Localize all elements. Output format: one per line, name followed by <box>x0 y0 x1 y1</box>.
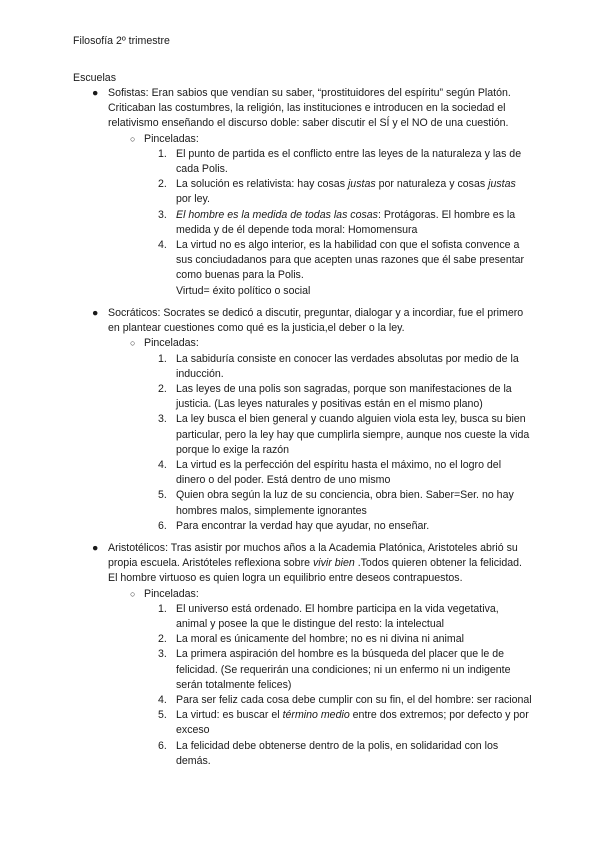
sub-label: Pinceladas: <box>144 587 199 600</box>
list-item: 6. Para encontrar la verdad hay que ayudar, no enseñar. <box>158 519 430 532</box>
list-item: 1. La sabiduría consiste en conocer las verdades absolutas por medio de la inducción. <box>158 352 519 380</box>
document-title: Filosofía 2º trimestre <box>73 35 170 47</box>
sub-label: Pinceladas: <box>144 132 199 145</box>
socraticos-section <box>92 306 532 534</box>
list-item: 2. La moral es únicamente del hombre; no es ni divina ni animal <box>158 633 464 646</box>
list-item: 6. La felicidad debe obtenerse dentro de la polis, en solidaridad con los demás. <box>158 739 499 767</box>
list-item: 4. Para ser feliz cada cosa debe cumplir con su fin, el del hombre: ser racional <box>158 694 532 707</box>
socraticos-intro: Socráticos: Socrates se dedicó a discutir, preguntar, dialogar y a incordiar, fue el primero en plantear cuestiones como qué es la justicia,el deber o la ley. <box>108 307 524 335</box>
sofistas-section <box>92 86 532 299</box>
socraticos-pinceladas <box>114 336 532 351</box>
virtud-note: Virtud= éxito político o social <box>176 284 311 297</box>
list-item: 4. La virtud es la perfección del espíritu hasta el máximo, no el logro del dinero o del poder. Está dentro de uno mismo <box>158 459 502 487</box>
sub-bullet-icon: ○ <box>130 588 136 599</box>
sofistas-pinceladas <box>114 132 532 147</box>
list-item: 3. La ley busca el bien general y cuando alguien viola esta ley, busca su bien particular, pero la ley hay que cumplirla siempre, aunque nos cueste la vida porque lo exige la razón <box>158 413 530 456</box>
bullet-icon: ● <box>92 542 99 554</box>
aristotelicos-intro: Aristotélicos: Tras asistir por muchos años a la Academia Platónica, Aristoteles abrió su propia escuela. Aristóteles reflexiona sobre vivir bien .Todos quieren obtener la felicidad. El hombre virtuoso es quien logra un equilibrio entre deseos contrapuestos. <box>108 542 523 585</box>
list-item: 5. La virtud: es buscar el término medio entre dos extremos; por defecto y por exceso <box>158 709 529 737</box>
aristotelicos-points <box>158 602 532 769</box>
aristotelicos-pinceladas <box>114 587 532 602</box>
list-item: 1. El universo está ordenado. El hombre participa en la vida vegetativa, animal y posee la que le distingue del resto: la intelectual <box>158 602 499 631</box>
bullet-icon: ● <box>92 307 99 319</box>
socraticos-points <box>158 352 532 534</box>
list-item: 4. La virtud no es algo interior, es la habilidad con que el sofista convence a sus conciudadanos para que acepten unas razones que él sabe presentar como buenas para la Polis. Virtud= éxito político o social <box>158 238 532 299</box>
sofistas-points <box>158 147 532 299</box>
sofistas-intro: Sofistas: Eran sabios que vendían su saber, “prostituidores del espíritu” según Platón. Criticaban las costumbres, la religión, las instituciones e introducen en la sociedad el relativismo enseñando el discurso doble: saber discutir el SÍ y el NO de una cuestión. <box>108 87 511 130</box>
list-item: 5. Quien obra según la luz de su conciencia, obra bien. Saber=Ser. no hay hombres malos, simplemente ignorantes <box>158 489 514 517</box>
sub-bullet-icon: ○ <box>130 338 136 349</box>
list-item: 2. Las leyes de una polis son sagradas, porque son manifestaciones de la justicia. (Las leyes naturales y positivas están en el mismo plano) <box>158 383 512 411</box>
list-item: 1. El punto de partida es el conflicto entre las leyes de la naturaleza y las de cada Polis. <box>158 147 522 176</box>
bullet-icon: ● <box>92 87 99 99</box>
list-item: 2. La solución es relativista: hay cosas justas por naturaleza y cosas justas por ley. <box>158 178 516 206</box>
sub-bullet-icon: ○ <box>130 133 136 144</box>
list-item: 3. La primera aspiración del hombre es la búsqueda del placer que le de felicidad. (Se requerirán una condiciones; ni un enfermo ni un indigente serán totalmente felices) <box>158 648 511 691</box>
section-heading: Escuelas <box>73 72 116 84</box>
sub-label: Pinceladas: <box>144 337 199 350</box>
aristotelicos-section <box>92 541 532 769</box>
list-item: 3. El hombre es la medida de todas las cosas: Protágoras. El hombre es la medida y de él depende toda moral: Homomensura <box>158 208 516 236</box>
